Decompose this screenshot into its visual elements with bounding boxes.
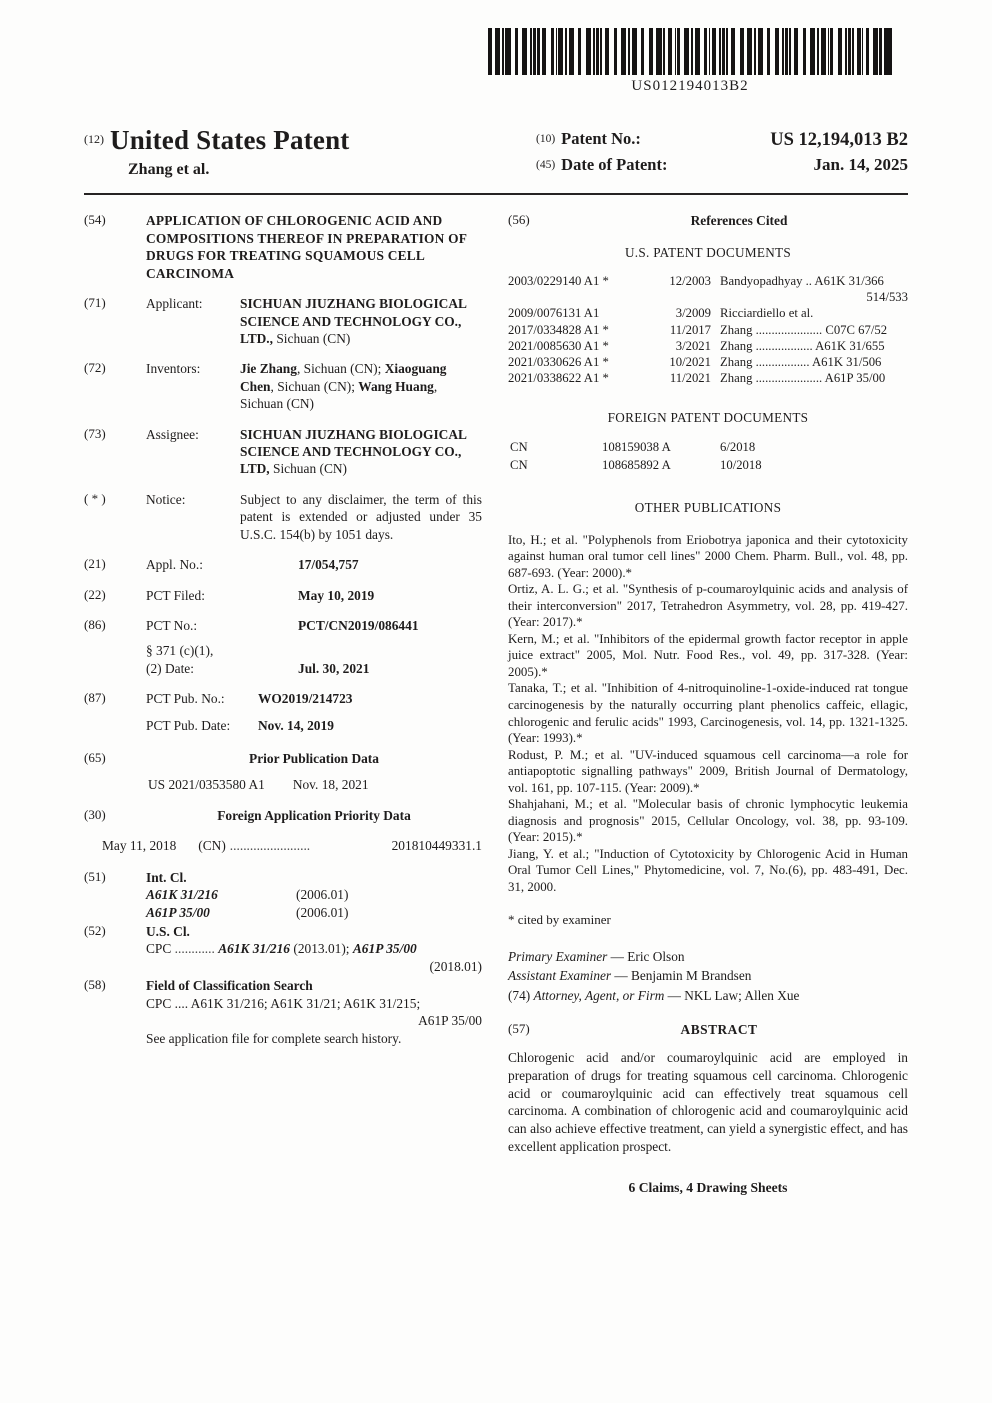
other-publications-list <box>508 532 908 895</box>
field-71-num: (71) <box>84 295 106 311</box>
patent-number-code: (10) <box>536 132 556 145</box>
field-51-num: (51) <box>84 868 106 884</box>
field-of-search-cpc-cont: A61P 35/00 <box>418 1013 482 1029</box>
field-86-num: (86) <box>84 616 106 632</box>
content-columns <box>84 212 908 1197</box>
table-row: 2021/0085630 A1 * 3/2021 Zhang .................. A61K 31/655 <box>508 338 885 353</box>
section-applicant <box>84 295 482 347</box>
appl-no-value: 17/054,757 <box>298 557 359 573</box>
abstract-heading: ABSTRACT <box>680 1021 758 1037</box>
table-row: 2021/0330626 A1 * 10/2021 Zhang ................. A61K 31/506 <box>508 355 882 370</box>
section-appl-no <box>84 556 482 573</box>
invention-title: APPLICATION OF CHLOROGENIC ACID AND COMPOSITIONS THEREOF IN PREPARATION OF DRUGS FOR TREATING SQUAMOUS CELL CARCINOMA <box>146 213 467 281</box>
priority-number: 201810449331.1 <box>391 838 482 854</box>
prior-pub-date: Nov. 18, 2021 <box>292 776 369 792</box>
section-title <box>84 212 482 282</box>
int-cl-version-1: (2006.01) <box>296 887 349 903</box>
notice-text: Subject to any disclaimer, the term of this patent is extended or adjusted under 35 U.S.C. 154(b) by 1051 days. <box>240 491 482 542</box>
field-22-num: (22) <box>84 586 106 602</box>
notice-num: ( * ) <box>84 490 106 506</box>
section-pct-pub <box>84 690 482 734</box>
foreign-priority-heading: Foreign Application Priority Data <box>217 807 411 823</box>
field-30-num: (30) <box>84 806 106 822</box>
kind-code: (12) <box>84 131 104 146</box>
us-cl-cpc-line: CPC ............ A61K 31/216 (2013.01); A61P 35/00 <box>146 941 417 957</box>
page-header <box>84 123 908 181</box>
pct-pub-date-label: PCT Pub. Date: <box>146 717 231 733</box>
header-right <box>536 123 908 178</box>
barcode-number: US012194013B2 <box>631 78 749 94</box>
us-cl-heading: U.S. Cl. <box>146 924 190 940</box>
pct-filed-value: May 10, 2019 <box>298 587 375 603</box>
priority-dots: ........................ <box>229 838 311 854</box>
patent-date-row <box>536 153 908 178</box>
int-cl-heading: Int. Cl. <box>146 869 187 885</box>
patent-date-code: (45) <box>536 159 556 172</box>
pct-no-label: PCT No.: <box>146 617 198 633</box>
field-56-num: (56) <box>508 212 530 228</box>
pct-371-date-label: (2) Date: <box>146 660 194 676</box>
field-58-num: (58) <box>84 977 106 993</box>
section-field-of-search <box>84 977 482 1047</box>
table-row: CN 108159038 A 6/2018 <box>510 439 756 454</box>
cited-by-examiner-note: * cited by examiner <box>508 912 611 928</box>
section-assignee <box>84 426 482 478</box>
field-73-num: (73) <box>84 425 106 441</box>
applicant-label: Applicant: <box>146 296 203 312</box>
field-87-num: (87) <box>84 690 106 706</box>
inventors-label: Inventors: <box>146 361 201 377</box>
section-abstract <box>508 1021 908 1038</box>
section-int-cl <box>84 869 482 921</box>
section-pct-filed <box>84 587 482 604</box>
section-prior-pub <box>84 750 482 793</box>
field-52-num: (52) <box>84 923 106 939</box>
us-cl-version-2: (2018.01) <box>429 958 482 974</box>
section-inventors <box>84 360 482 412</box>
us-patent-docs-heading: U.S. PATENT DOCUMENTS <box>624 244 792 260</box>
section-references <box>508 212 908 229</box>
prior-pub-number: US 2021/0353580 A1 <box>148 776 265 792</box>
claims-drawing-sheets-line: 6 Claims, 4 Drawing Sheets <box>628 1180 788 1196</box>
assistant-examiner-line: Assistant Examiner — Benjamin M Brandsen <box>508 968 752 984</box>
assignee-label: Assignee: <box>146 426 199 442</box>
pct-371-line: § 371 (c)(1), <box>146 643 214 659</box>
patent-number-label: Patent No.: <box>561 128 641 148</box>
table-row: CN 108685892 A 10/2018 <box>510 458 762 473</box>
field-of-search-cpc: CPC .... A61K 31/216; A61K 31/21; A61K 31/215; <box>146 995 421 1011</box>
field-of-search-heading: Field of Classification Search <box>146 978 313 994</box>
field-65-num: (65) <box>84 750 106 766</box>
field-54-num: (54) <box>84 212 106 228</box>
priority-country: (CN) <box>198 838 226 854</box>
applicant-value: SICHUAN JIUZHANG BIOLOGICAL SCIENCE AND TECHNOLOGY CO., LTD., Sichuan (CN) <box>240 296 467 346</box>
field-21-num: (21) <box>84 556 106 572</box>
us-patent-docs-table <box>508 273 908 387</box>
pct-pub-no-value: WO2019/214723 <box>258 691 353 707</box>
assignee-value: SICHUAN JIUZHANG BIOLOGICAL SCIENCE AND TECHNOLOGY CO., LTD, Sichuan (CN) <box>240 426 467 477</box>
foreign-priority-row <box>84 837 482 854</box>
pct-filed-label: PCT Filed: <box>146 587 205 603</box>
foreign-docs-heading: FOREIGN PATENT DOCUMENTS <box>607 409 809 425</box>
appl-no-label: Appl. No.: <box>146 557 203 573</box>
pct-no-value: PCT/CN2019/086441 <box>298 617 419 633</box>
int-cl-version-2: (2006.01) <box>296 904 349 920</box>
notice-label: Notice: <box>146 491 186 507</box>
patent-date-label: Date of Patent: <box>561 155 668 175</box>
patent-date-value: Jan. 14, 2025 <box>813 155 908 175</box>
int-cl-class-2: A61P 35/00 <box>146 904 210 920</box>
publication-item: Kern, M.; et al. "Inhibitors of the epidermal growth factor receptor in apple juice extract" 2005, Mol. Nutr. Food Res., vol. 49, pp. 317-328. (Year: 2005).* <box>508 631 908 679</box>
section-foreign-priority <box>84 807 482 824</box>
publication-item: Rodust, P. M.; et al. "UV-induced squamous cell carcinoma—a role for antiapoptotic signalling pathways" 2009, British Journal of Dermatology, vol. 161, pp. 107-115. (Year: 2009).* <box>508 747 908 795</box>
inventors-value: Jie Zhang, Sichuan (CN); Xiaoguang Chen, Sichuan (CN); Wang Huang, Sichuan (CN) <box>240 361 447 412</box>
table-row: 2003/0229140 A1 * 12/2003 Bandyopadhyay .. A61K 31/366 514/533 <box>508 273 908 305</box>
prior-pub-heading: Prior Publication Data <box>249 751 379 767</box>
section-pct-no <box>84 617 482 677</box>
table-row: 2009/0076131 A1 3/2009 Ricciardiello et al. <box>508 306 814 321</box>
foreign-docs-table <box>508 438 908 475</box>
field-72-num: (72) <box>84 360 106 376</box>
table-row: 2021/0338622 A1 * 11/2021 Zhang ..................... A61P 35/00 <box>508 371 886 386</box>
pct-pub-no-label: PCT Pub. No.: <box>146 691 225 707</box>
publication-item: Shahjahani, M.; et al. "Molecular basis of chronic lymphocytic leukemia diagnosis and prognosis" 2015, Cellular Oncology, vol. 38, pp. 93-109. (Year: 2015).* <box>508 797 908 845</box>
header-divider <box>84 193 908 195</box>
publication-item: Jiang, Y. et al.; "Induction of Cytotoxicity by Chlorogenic Acid in Human Oral Tumor Cell Lines," Phytomedicine, vol. 7, No.(6), pp. 483-491, Dec. 31, 2000. <box>508 846 908 894</box>
section-us-cl <box>84 923 482 975</box>
publication-item: Ortiz, A. L. G.; et al. "Synthesis of p-coumaroylquinic acids and analysis of their interconversion" 2017, Tetrahedron Asymmetry, vol. 28, pp. 419-427. (Year: 2017).* <box>508 582 908 630</box>
barcode-image <box>488 28 892 75</box>
other-pubs-heading: OTHER PUBLICATIONS <box>634 499 782 515</box>
int-cl-class-1: A61K 31/216 <box>146 887 218 903</box>
header-left <box>84 123 536 181</box>
publication-item: Ito, H.; et al. "Polyphenols from Eriobotrya japonica and their cytotoxicity against human oral tumor cell lines" 2000 Chem. Pharm. Bull., vol. 48, pp. 687-693. (Year: 2000).* <box>508 532 908 580</box>
field-57-num: (57) <box>508 1020 530 1036</box>
abstract-text: Chlorogenic acid and/or coumaroylquinic acid are employed in preparation of drugs for treating squamous cell carcinoma. Chlorogenic acid or coumaroylquinic acid can effectively treat squamous cell carcinoma. A combination of chlorogenic acid and coumaroylquinic acid can also achieve effective treatment, can yield a synergistic effect, and has excellent application prospect. <box>508 1050 908 1154</box>
pct-pub-date-value: Nov. 14, 2019 <box>258 717 334 733</box>
field-of-search-note: See application file for complete search history. <box>146 1030 402 1046</box>
document-type-title: United States Patent <box>110 124 350 155</box>
barcode-block <box>488 28 892 97</box>
publication-item: Tanaka, T.; et al. "Inhibition of 4-nitroquinoline-1-oxide-induced rat tongue carcinogenesis by the naturally occurring plant phenolics caffeic, ellagic, chlorogenic and ferulic acids" 1993, Carcinogenesis, vol. 14, pp. 1321-1325. (Year: 1993).* <box>508 681 908 746</box>
priority-date: May 11, 2018 <box>102 838 177 854</box>
patent-number-row <box>536 127 908 154</box>
inventor-short-name: Zhang et al. <box>128 160 210 178</box>
primary-examiner-line: Primary Examiner — Eric Olson <box>508 949 685 965</box>
table-row: 2017/0334828 A1 * 11/2017 Zhang ..................... C07C 67/52 <box>508 322 888 337</box>
pct-371-date-value: Jul. 30, 2021 <box>298 660 370 676</box>
left-column <box>84 212 482 1197</box>
attorney-line: (74) Attorney, Agent, or Firm — NKL Law; Allen Xue <box>508 987 800 1003</box>
examiners-block <box>508 947 908 1005</box>
references-heading: References Cited <box>690 213 788 229</box>
right-column <box>508 212 908 1197</box>
patent-number-value: US 12,194,013 B2 <box>770 129 908 150</box>
section-notice <box>84 491 482 543</box>
